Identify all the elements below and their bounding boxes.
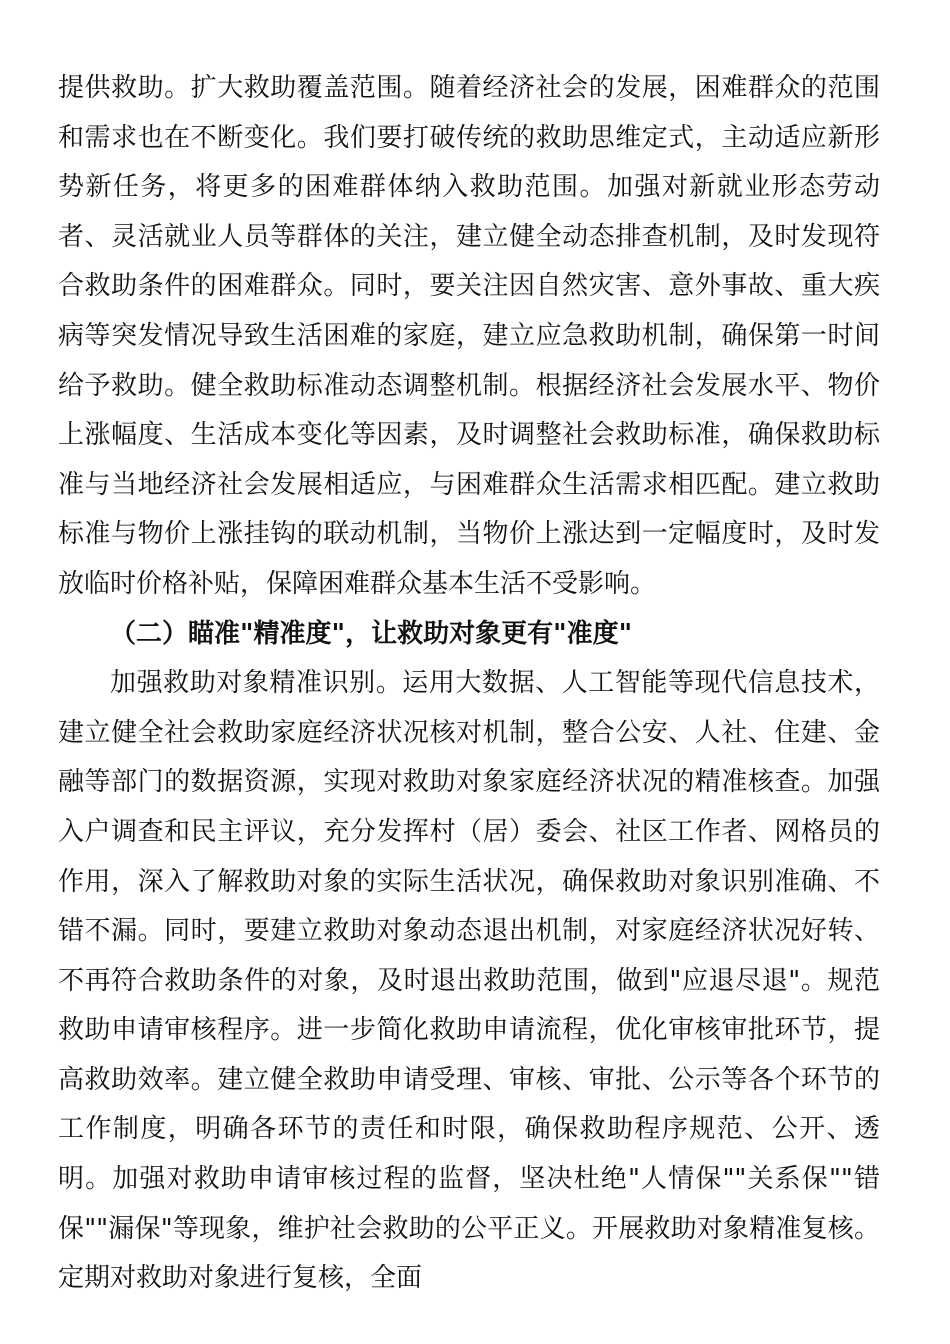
body-paragraph-continued: 提供救助。扩大救助覆盖范围。随着经济社会的发展，困难群众的范围和需求也在不断变化。我们要打破传统的救助思维定式，主动适应新形势新任务，将更多的困难群体纳入救助范围。加强对新就业形态劳动者、灵活就业人员等群体的关注，建立健全动态排查机制，及时发现符合救助条件的困难群众。同时，要关注因自然灾害、意外事故、重大疾病等突发情况导致生活困难的家庭，建立应急救助机制，确保第一时间给予救助。健全救助标准动态调整机制。根据经济社会发展水平、物价上涨幅度、生活成本变化等因素，及时调整社会救助标准，确保救助标准与当地经济社会发展相适应，与困难群众生活需求相匹配。建立救助标准与物价上涨挂钩的联动机制，当物价上涨达到一定幅度时，及时发放临时价格补贴，保障困难群众基本生活不受影响。 xyxy=(58,73,880,599)
body-paragraph: 加强救助对象精准识别。运用大数据、人工智能等现代信息技术，建立健全社会救助家庭经济状况核对机制，整合公安、人社、住建、金融等部门的数据资源，实现对救助对象家庭经济状况的精准核查。加强入户调查和民主评议，充分发挥村（居）委会、社区工作者、网格员的作用，深入了解救助对象的实际生活状况，确保救助对象识别准确、不错不漏。同时，要建立救助对象动态退出机制，对家庭经济状况好转、不再符合救助条件的对象，及时退出救助范围，做到"应退尽退"。规范救助申请审核程序。进一步简化救助申请流程，优化审核审批环节，提高救助效率。建立健全救助申请受理、审核、审批、公示等各个环节的工作制度，明确各环节的责任和时限，确保救助程序规范、公开、透明。加强对救助申请审核过程的监督，坚决杜绝"人情保""关系保""错保""漏保"等现象，维护社会救助的公平正义。开展救助对象精准复核。定期对救助对象进行复核，全面 xyxy=(58,668,880,1294)
section-heading: （二）瞄准"精准度"，让救助对象更有"准度" xyxy=(110,618,633,649)
document-page xyxy=(58,64,880,1304)
